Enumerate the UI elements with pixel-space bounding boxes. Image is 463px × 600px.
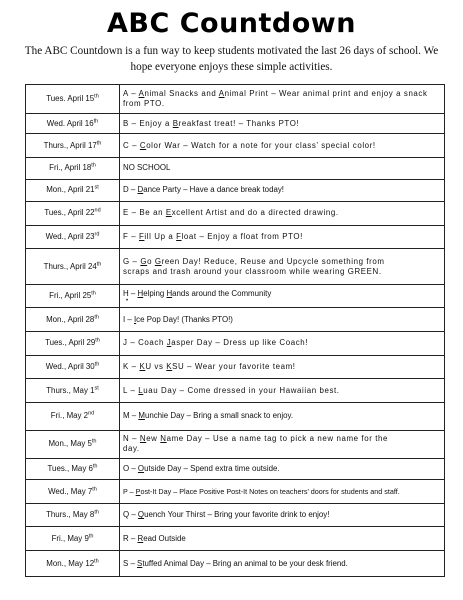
activity-text: asper Day – Dress up like Coach! bbox=[171, 338, 309, 348]
schedule-date bbox=[26, 458, 120, 479]
activity-text: tuffed Animal Day – Bring an animal to be your desk friend. bbox=[142, 558, 348, 568]
activity-letter-underlined: D bbox=[137, 185, 144, 195]
activity-letter-underlined: O bbox=[137, 463, 145, 473]
activity-line bbox=[123, 338, 441, 348]
schedule-activity bbox=[120, 158, 445, 179]
schedule-date bbox=[26, 308, 120, 332]
activity-text: reakfast treat! – Thanks PTO! bbox=[178, 118, 300, 128]
schedule-activity bbox=[120, 202, 445, 226]
activity-line bbox=[123, 185, 441, 195]
activity-text: C – bbox=[123, 140, 140, 150]
activity-line bbox=[123, 487, 441, 497]
activity-text: uench Your Thirst – Bring your favorite drink to enjoy! bbox=[144, 510, 330, 520]
activity-text: nimal Snacks and bbox=[144, 89, 219, 98]
schedule-row bbox=[26, 114, 445, 134]
activity-letter-underlined: I bbox=[133, 314, 137, 324]
activity-line bbox=[123, 99, 441, 109]
date-text: Mon., April 28 bbox=[46, 314, 95, 324]
activity-letter-underlined: A bbox=[138, 89, 145, 98]
activity-text: ost-It Day – Place Positive Post-It Notes on teachers’ doors for students and staff. bbox=[140, 486, 400, 496]
activity-text: ill Up a bbox=[144, 232, 177, 241]
activity-line bbox=[123, 267, 441, 277]
schedule-row bbox=[26, 503, 445, 527]
schedule-activity bbox=[120, 249, 445, 284]
date-text: Tues. April 15 bbox=[46, 94, 95, 103]
schedule-row bbox=[26, 249, 445, 284]
bullet-mark: • bbox=[126, 298, 129, 305]
activity-line bbox=[123, 534, 441, 544]
activity-line bbox=[123, 257, 441, 267]
schedule-activity bbox=[120, 179, 445, 202]
countdown-schedule-table bbox=[25, 84, 445, 577]
schedule-row bbox=[26, 430, 445, 458]
activity-letter-underlined: K bbox=[139, 361, 146, 371]
schedule-row bbox=[26, 332, 445, 356]
date-text: Tues., May 6 bbox=[47, 463, 93, 473]
date-text: Wed., April 30 bbox=[45, 361, 95, 371]
activity-letter-underlined: M bbox=[138, 411, 145, 421]
date-ordinal-suffix: th bbox=[91, 162, 96, 169]
date-ordinal-suffix: rd bbox=[94, 231, 100, 238]
activity-text: E – Be an bbox=[123, 208, 166, 218]
schedule-date bbox=[26, 225, 120, 249]
date-text: Wed., May 7 bbox=[48, 486, 93, 496]
activity-letter-underlined: P bbox=[135, 486, 141, 496]
activity-text: utside Day – Spend extra time outside. bbox=[144, 463, 280, 473]
activity-line bbox=[123, 362, 441, 372]
activity-letter-underlined: J bbox=[166, 338, 172, 348]
activity-text: day. bbox=[123, 444, 140, 454]
schedule-activity bbox=[120, 402, 445, 430]
date-ordinal-suffix: th bbox=[94, 509, 99, 516]
activity-letter-underlined: K bbox=[166, 361, 173, 371]
activity-letter-underlined: H bbox=[166, 289, 173, 299]
schedule-date bbox=[26, 503, 120, 527]
schedule-date bbox=[26, 134, 120, 158]
activity-text: L – bbox=[123, 385, 139, 395]
activity-line bbox=[123, 464, 441, 474]
date-ordinal-suffix: th bbox=[94, 314, 99, 321]
schedule-activity bbox=[120, 430, 445, 458]
date-ordinal-suffix: th bbox=[88, 533, 94, 540]
activity-text: unchie Day – Bring a small snack to enjoy. bbox=[144, 411, 294, 421]
activity-line bbox=[123, 141, 441, 151]
schedule-activity bbox=[120, 114, 445, 134]
schedule-row bbox=[26, 158, 445, 179]
schedule-activity bbox=[120, 225, 445, 249]
schedule-row bbox=[26, 402, 445, 430]
schedule-activity bbox=[120, 527, 445, 551]
activity-text: K – bbox=[123, 361, 140, 371]
schedule-row bbox=[26, 308, 445, 332]
activity-text: H – bbox=[123, 289, 138, 299]
schedule-date bbox=[26, 202, 120, 226]
activity-text: D – bbox=[123, 185, 138, 195]
activity-letter-underlined: B bbox=[172, 118, 179, 128]
activity-letter-underlined: Q bbox=[137, 510, 145, 520]
activity-line bbox=[123, 119, 441, 129]
schedule-activity bbox=[120, 134, 445, 158]
activity-line bbox=[123, 386, 441, 396]
activity-text: olor War – Watch for a note for your class’ special color! bbox=[146, 140, 376, 150]
activity-line bbox=[123, 510, 441, 520]
date-text: Fri., April 18 bbox=[49, 163, 92, 173]
date-ordinal-suffix: th bbox=[96, 260, 102, 267]
schedule-date bbox=[26, 355, 120, 379]
date-ordinal-suffix: th bbox=[96, 140, 102, 147]
schedule-activity bbox=[120, 379, 445, 403]
activity-line bbox=[123, 411, 441, 421]
activity-text: ce Pop Day! (Thanks PTO!) bbox=[136, 314, 233, 324]
schedule-date bbox=[26, 158, 120, 179]
schedule-date bbox=[26, 430, 120, 458]
schedule-activity bbox=[120, 480, 445, 504]
activity-text: Q – bbox=[123, 510, 138, 520]
activity-letter-underlined: C bbox=[139, 140, 147, 150]
activity-text: elping bbox=[143, 289, 167, 299]
activity-text: J – Coach bbox=[123, 338, 167, 348]
date-ordinal-suffix: th bbox=[93, 118, 99, 125]
activity-text: xcellent Artist and do a directed drawing. bbox=[171, 208, 339, 218]
activity-letter-underlined: S bbox=[137, 558, 143, 568]
date-text: Tues., April 29 bbox=[45, 338, 96, 348]
date-text: Fri., May 2 bbox=[50, 411, 89, 421]
activity-line bbox=[123, 315, 441, 325]
schedule-activity bbox=[120, 85, 445, 114]
schedule-activity bbox=[120, 308, 445, 332]
activity-letter-underlined: A bbox=[218, 89, 225, 98]
page-title: ABC Countdown bbox=[107, 8, 356, 39]
activity-text: O – bbox=[123, 463, 138, 473]
schedule-date bbox=[26, 332, 120, 356]
schedule-activity bbox=[120, 551, 445, 577]
activity-text: from PTO. bbox=[123, 99, 165, 108]
date-text: Thurs., April 17 bbox=[43, 140, 97, 150]
date-ordinal-suffix: th bbox=[94, 93, 99, 100]
schedule-date bbox=[26, 402, 120, 430]
date-text: Tues., April 22 bbox=[44, 208, 95, 218]
activity-letter-underlined: N bbox=[160, 434, 167, 444]
schedule-date bbox=[26, 85, 120, 114]
schedule-row bbox=[26, 225, 445, 249]
date-ordinal-suffix: th bbox=[91, 290, 96, 297]
activity-text: ands around the Community bbox=[172, 289, 272, 299]
schedule-row bbox=[26, 527, 445, 551]
date-ordinal-suffix: th bbox=[92, 485, 97, 492]
activity-line bbox=[123, 232, 441, 242]
activity-text: F – bbox=[123, 232, 139, 241]
activity-text: nimal Print – Wear animal print and enjoy a snack bbox=[224, 89, 428, 98]
date-text: Fri., May 9 bbox=[51, 533, 89, 543]
activity-text: ead Outside bbox=[143, 533, 186, 543]
activity-text: P – bbox=[123, 486, 136, 496]
activity-letter-underlined: L bbox=[138, 385, 144, 395]
schedule-row bbox=[26, 85, 445, 114]
activity-text: o bbox=[147, 256, 155, 266]
activity-text: loat – Enjoy a float from PTO! bbox=[181, 232, 303, 241]
schedule-activity bbox=[120, 355, 445, 379]
activity-text: R – bbox=[123, 533, 138, 543]
activity-letter-underlined: G bbox=[154, 256, 162, 266]
activity-text: ame Day – Use a name tag to pick a new name for the bbox=[166, 434, 388, 444]
activity-letter-underlined: G bbox=[140, 256, 148, 266]
activity-line bbox=[123, 163, 441, 173]
schedule-row bbox=[26, 202, 445, 226]
activity-letter-underlined: R bbox=[137, 533, 144, 543]
activity-text: scraps and trash around your classroom while wearing GREEN. bbox=[123, 266, 382, 276]
activity-text: uau Day – Come dressed in your Hawaiian best. bbox=[143, 385, 340, 395]
activity-line bbox=[123, 444, 441, 454]
schedule-date bbox=[26, 379, 120, 403]
activity-text: U vs bbox=[145, 361, 167, 371]
schedule-date bbox=[26, 114, 120, 134]
activity-text: B – Enjoy a bbox=[123, 118, 173, 128]
activity-letter-underlined: F bbox=[176, 232, 182, 241]
schedule-activity bbox=[120, 458, 445, 479]
schedule-row bbox=[26, 458, 445, 479]
schedule-activity bbox=[120, 332, 445, 356]
schedule-date bbox=[26, 480, 120, 504]
date-ordinal-suffix: nd bbox=[88, 410, 95, 417]
activity-text: SU – Wear your favorite team! bbox=[172, 361, 296, 371]
date-text: Thurs., April 24 bbox=[43, 261, 97, 271]
activity-letter-underlined: N bbox=[139, 434, 147, 444]
activity-line bbox=[123, 289, 441, 299]
date-text: Mon., April 21 bbox=[46, 185, 95, 195]
schedule-row bbox=[26, 379, 445, 403]
activity-text: reen Day! Reduce, Reuse and Upcycle something from bbox=[161, 256, 385, 266]
date-text: Fri., April 25 bbox=[49, 291, 92, 301]
activity-letter-underlined: F bbox=[139, 232, 145, 241]
schedule-row bbox=[26, 134, 445, 158]
activity-letter-underlined: E bbox=[165, 208, 172, 218]
date-text: Wed., April 23 bbox=[45, 232, 95, 241]
activity-text: NO SCHOOL bbox=[123, 163, 171, 173]
date-ordinal-suffix: th bbox=[92, 463, 98, 470]
schedule-activity bbox=[120, 503, 445, 527]
activity-letter-underlined: H bbox=[137, 289, 144, 299]
date-ordinal-suffix: st bbox=[94, 184, 99, 191]
schedule-date bbox=[26, 284, 120, 308]
activity-text: G – bbox=[123, 256, 141, 266]
date-text: Thurs., May 8 bbox=[46, 510, 95, 520]
schedule-activity bbox=[120, 284, 445, 308]
activity-line bbox=[123, 89, 441, 99]
schedule-row bbox=[26, 179, 445, 202]
schedule-date bbox=[26, 179, 120, 202]
activity-text: ance Party – Have a dance break today! bbox=[143, 185, 284, 195]
activity-text: S – bbox=[123, 558, 138, 568]
activity-line bbox=[123, 208, 441, 218]
activity-line bbox=[123, 559, 441, 569]
schedule-date bbox=[26, 527, 120, 551]
date-text: Wed. April 16 bbox=[46, 118, 94, 128]
intro-paragraph: The ABC Countdown is a fun way to keep students motivated the last 26 days of school. We hope everyone enjoys these simple activities. bbox=[24, 45, 439, 73]
date-ordinal-suffix: th bbox=[95, 337, 100, 344]
schedule-row bbox=[26, 480, 445, 504]
date-ordinal-suffix: th bbox=[94, 361, 100, 368]
schedule-row bbox=[26, 551, 445, 577]
schedule-date bbox=[26, 551, 120, 577]
activity-line bbox=[123, 434, 441, 444]
activity-text: I – bbox=[123, 314, 134, 324]
date-ordinal-suffix: nd bbox=[94, 207, 101, 214]
activity-text: A – bbox=[123, 89, 139, 98]
date-text: Mon., May 5 bbox=[48, 439, 92, 449]
date-text: Mon., May 12 bbox=[46, 558, 95, 568]
schedule-row bbox=[26, 284, 445, 308]
activity-text: M – bbox=[123, 411, 139, 421]
schedule-row bbox=[26, 355, 445, 379]
schedule-date bbox=[26, 249, 120, 284]
activity-text: N – bbox=[123, 434, 140, 444]
date-text: Thurs., May 1 bbox=[46, 385, 95, 395]
date-ordinal-suffix: th bbox=[94, 557, 99, 564]
date-ordinal-suffix: th bbox=[91, 438, 97, 445]
activity-text: ew bbox=[146, 434, 161, 444]
date-ordinal-suffix: st bbox=[94, 384, 99, 391]
